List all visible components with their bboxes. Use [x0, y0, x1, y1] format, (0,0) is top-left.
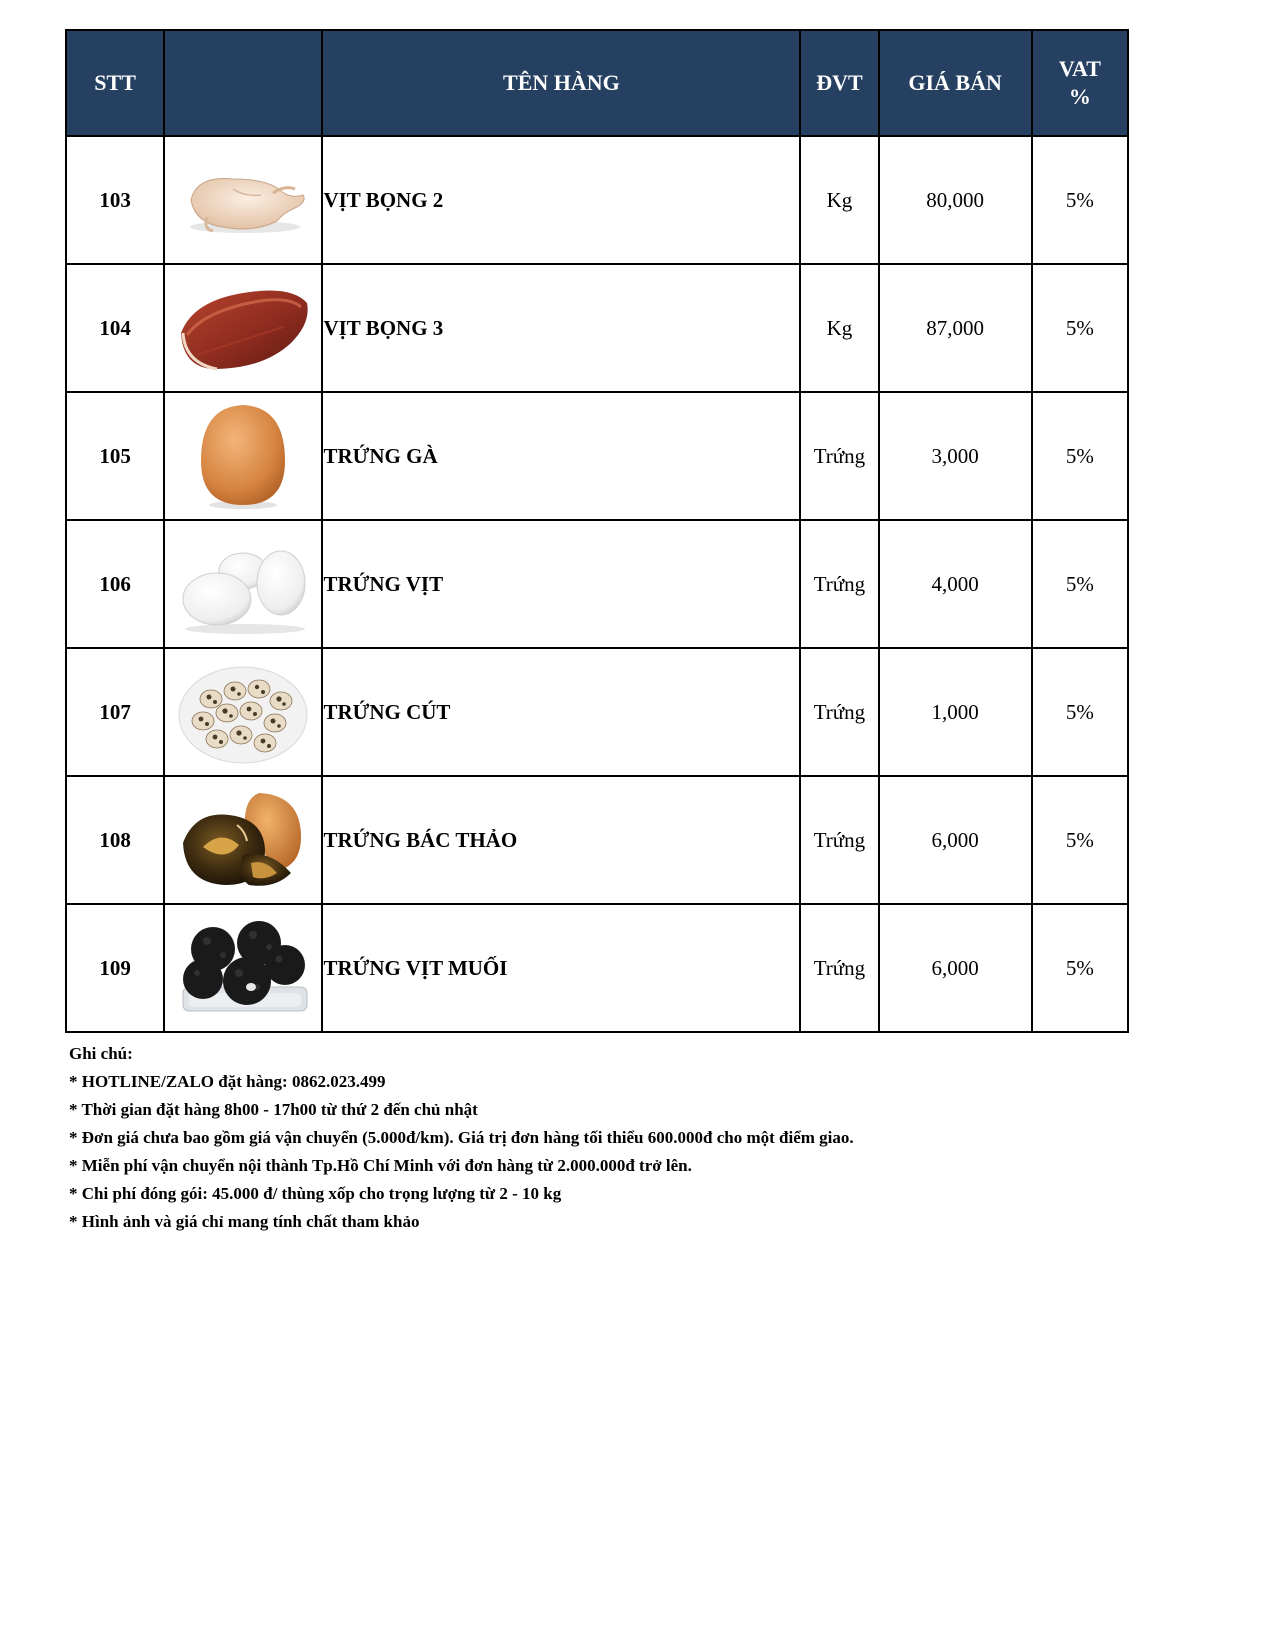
cell-price: 6,000 — [879, 904, 1032, 1032]
notes-title: Ghi chú: — [69, 1044, 133, 1063]
cell-unit: Trứng — [800, 776, 878, 904]
note-line-packaging: * Chi phí đóng gói: 45.000 đ/ thùng xốp cho trọng lượng từ 2 - 10 kg — [69, 1184, 562, 1203]
cell-name: TRỨNG CÚT — [322, 648, 800, 776]
cell-stt: 107 — [66, 648, 164, 776]
cell-price: 4,000 — [879, 520, 1032, 648]
header-unit: ĐVT — [800, 30, 878, 136]
notes-section — [69, 1040, 854, 1236]
cell-price: 80,000 — [879, 136, 1032, 264]
table-row — [66, 648, 1128, 776]
cell-vat: 5% — [1032, 392, 1128, 520]
cell-unit: Kg — [800, 136, 878, 264]
cell-name: TRỨNG VỊT — [322, 520, 800, 648]
header-price: GIÁ BÁN — [879, 30, 1032, 136]
quail-eggs-icon — [173, 657, 313, 767]
table-row — [66, 776, 1128, 904]
cell-unit: Trứng — [800, 904, 878, 1032]
chicken-egg-icon — [173, 401, 313, 511]
header-name: TÊN HÀNG — [322, 30, 800, 136]
cell-unit: Trứng — [800, 648, 878, 776]
table-row — [66, 392, 1128, 520]
cell-price: 1,000 — [879, 648, 1032, 776]
cell-price: 87,000 — [879, 264, 1032, 392]
cell-name: TRỨNG BÁC THẢO — [322, 776, 800, 904]
cell-image — [164, 776, 322, 904]
century-egg-icon — [173, 785, 313, 895]
header-image — [164, 30, 322, 136]
note-line-free-shipping: * Miễn phí vận chuyển nội thành Tp.Hồ Chí Minh với đơn hàng từ 2.000.000đ trở lên. — [69, 1156, 692, 1175]
cell-name: TRỨNG VỊT MUỐI — [322, 904, 800, 1032]
cell-unit: Kg — [800, 264, 878, 392]
cell-unit: Trứng — [800, 392, 878, 520]
cell-vat: 5% — [1032, 136, 1128, 264]
table-row — [66, 520, 1128, 648]
whole-duck-icon — [173, 145, 313, 255]
smoked-duck-breast-icon — [173, 273, 313, 383]
table-row — [66, 904, 1128, 1032]
note-line-disclaimer: * Hình ảnh và giá chỉ mang tính chất tham khảo — [69, 1212, 420, 1231]
cell-vat: 5% — [1032, 904, 1128, 1032]
table-header-row — [66, 30, 1128, 136]
cell-image — [164, 520, 322, 648]
cell-name: VỊT BỌNG 2 — [322, 136, 800, 264]
cell-image — [164, 136, 322, 264]
header-vat — [1032, 30, 1128, 136]
cell-stt: 108 — [66, 776, 164, 904]
note-line-hotline: * HOTLINE/ZALO đặt hàng: 0862.023.499 — [69, 1072, 386, 1091]
cell-vat: 5% — [1032, 264, 1128, 392]
duck-eggs-icon — [173, 529, 313, 639]
cell-image — [164, 648, 322, 776]
cell-stt: 109 — [66, 904, 164, 1032]
cell-stt: 104 — [66, 264, 164, 392]
cell-name: TRỨNG GÀ — [322, 392, 800, 520]
cell-image — [164, 904, 322, 1032]
cell-price: 3,000 — [879, 392, 1032, 520]
salted-duck-egg-icon — [173, 913, 313, 1023]
header-vat-line2: % — [1068, 84, 1091, 109]
cell-unit: Trứng — [800, 520, 878, 648]
note-line-order-time: * Thời gian đặt hàng 8h00 - 17h00 từ thứ 2 đến chủ nhật — [69, 1100, 478, 1119]
table-row — [66, 136, 1128, 264]
cell-vat: 5% — [1032, 776, 1128, 904]
cell-stt: 105 — [66, 392, 164, 520]
price-table — [65, 29, 1129, 1033]
cell-image — [164, 392, 322, 520]
cell-stt: 103 — [66, 136, 164, 264]
note-line-shipping-price: * Đơn giá chưa bao gồm giá vận chuyển (5.000đ/km). Giá trị đơn hàng tối thiểu 600.000đ cho một điểm giao. — [69, 1128, 854, 1147]
cell-stt: 106 — [66, 520, 164, 648]
cell-image — [164, 264, 322, 392]
cell-vat: 5% — [1032, 648, 1128, 776]
table-row — [66, 264, 1128, 392]
cell-vat: 5% — [1032, 520, 1128, 648]
cell-price: 6,000 — [879, 776, 1032, 904]
cell-name: VỊT BỌNG 3 — [322, 264, 800, 392]
header-vat-line1: VAT — [1058, 56, 1101, 81]
header-stt: STT — [66, 30, 164, 136]
